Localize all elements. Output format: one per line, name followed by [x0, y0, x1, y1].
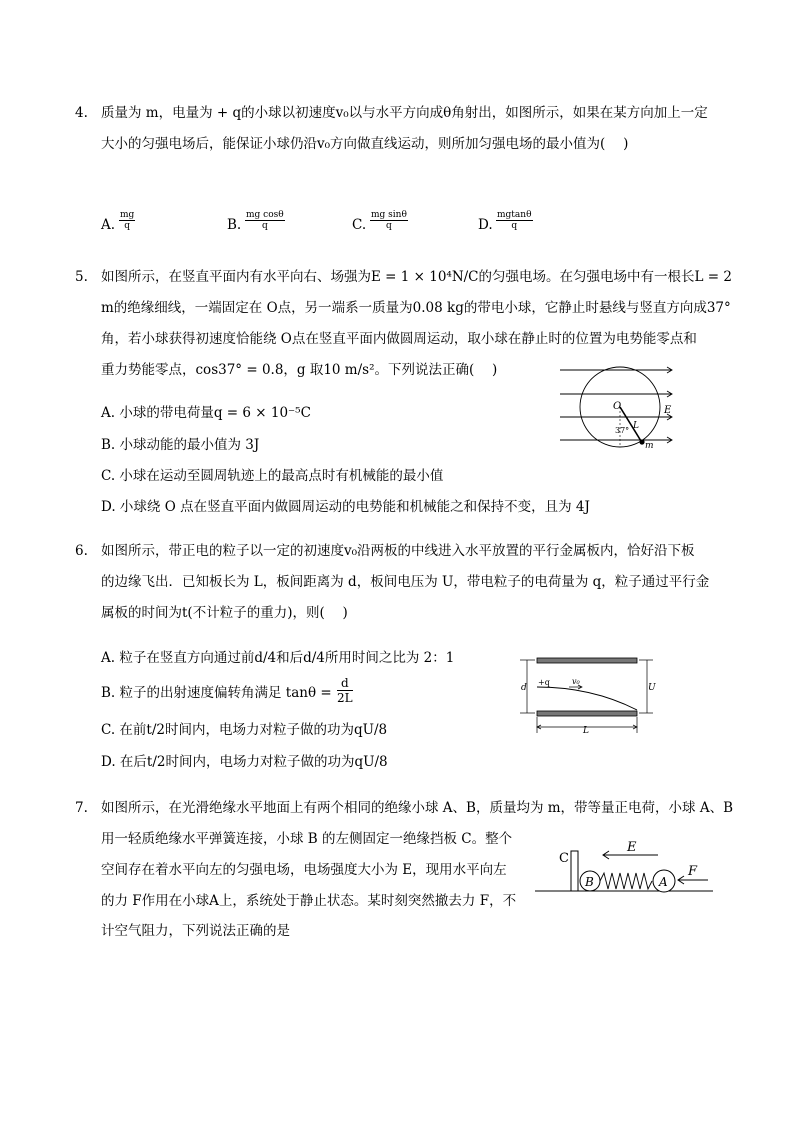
label-a: A: [659, 875, 668, 889]
q4-option-d-label: D.: [478, 217, 493, 233]
q6-option-a: A. 粒子在竖直方向通过前d/4和后d/4所用时间之比为 2：1: [101, 650, 455, 666]
q5-number: 5.: [75, 269, 88, 285]
label-m: m: [645, 441, 654, 451]
q4-option-b-fraction: $\frac{\text{mg cosθ}}{q}$: [246, 210, 284, 231]
label-l: L: [633, 421, 639, 431]
q4-text-line2: 大小的匀强电场后，能保证小球仍沿v₀方向做直线运动，则所加匀强电场的最小值为( ): [101, 136, 629, 152]
q6-text-line2: 的边缘飞出．已知板长为 L，板间距离为 d，板间电压为 U，带电粒子的电荷量为 q，粒子通过平行金: [101, 574, 710, 590]
q6-option-b: B. 粒子的出射速度偏转角满足 tanθ =: [101, 685, 332, 701]
q4-text-line1: 质量为 m，电量为 + q的小球以初速度v₀以与水平方向成θ角射出，如图所示，如果在某方向加上一定: [101, 105, 708, 121]
q5-text-line1: 如图所示，在竖直平面内有水平向右、场强为E = 1 × 10⁴N/C的匀强电场。在匀强电场中有一根长L = 2: [101, 269, 732, 285]
ball: [639, 439, 644, 444]
q5-option-d: D. 小球绕 O 点在竖直平面内做圆周运动的电势能和机械能之和保持不变，且为 4J: [101, 499, 590, 515]
q7-figure: [533, 835, 718, 895]
q5-option-a: A. 小球的带电荷量q = 6 × 10⁻⁵C: [101, 405, 311, 421]
q6-option-c: C. 在前t/2时间内，电场力对粒子做的功为qU/8: [101, 722, 388, 738]
label-u: U: [648, 683, 656, 693]
q4-option-a-label: A.: [101, 217, 116, 233]
lower-plate: [537, 711, 637, 716]
label-f: F: [688, 864, 698, 879]
q4-option-a-fraction: $\frac{mg}{q}$: [120, 210, 135, 231]
label-v0: v₀: [572, 677, 580, 686]
label-q: +q: [538, 678, 550, 687]
q5-text-line2: m的绝缘细线，一端固定在 O点，另一端系一质量为0.08 kg的带电小球，它静止时悬线与竖直方向成37°: [101, 300, 731, 316]
q5-option-c: C. 小球在运动至圆周轨迹上的最高点时有机械能的最小值: [101, 468, 444, 484]
label-angle: 37°: [615, 426, 630, 435]
q7-text-line1: 如图所示，在光滑绝缘水平地面上有两个相同的绝缘小球 A、B，质量均为 m，带等量正电荷，小球 A、B: [101, 800, 734, 816]
label-e: E: [664, 405, 672, 416]
q4-option-c-label: C.: [352, 217, 367, 233]
label-e: E: [627, 840, 637, 855]
q6-text-line3: 属板的时间为t(不计粒子的重力)，则( ): [101, 605, 348, 621]
q6-option-b-fraction: $\frac{d}{2L}$: [337, 676, 353, 705]
q6-figure: [517, 655, 662, 735]
label-c: C: [559, 851, 569, 866]
label-l: L: [583, 726, 589, 736]
q7-text-line5: 计空气阻力，下列说法正确的是: [101, 923, 290, 939]
q6-number: 6.: [75, 543, 88, 559]
q5-text-line4: 重力势能零点，cos37° = 0.8，g 取10 m/s²。下列说法正确( ): [101, 362, 498, 378]
q4-number: 4.: [75, 105, 88, 121]
label-b: B: [585, 875, 594, 889]
barrier-c: [571, 851, 578, 891]
trajectory: [537, 687, 637, 710]
q4-option-b-label: B.: [227, 217, 242, 233]
q7-text-line2: 用一轻质绝缘水平弹簧连接，小球 B 的左侧固定一绝缘挡板 C。整个: [101, 831, 513, 847]
q4-option-c-fraction: $\frac{\text{mg sinθ}}{q}$: [371, 210, 407, 231]
q4-option-d-fraction: $\frac{mgtan\theta}{q}$: [497, 210, 532, 231]
q7-number: 7.: [75, 800, 88, 816]
q5-figure: [560, 362, 685, 462]
upper-plate: [537, 658, 637, 663]
spring: [600, 873, 652, 889]
q5-option-b: B. 小球动能的最小值为 3J: [101, 437, 260, 453]
q7-text-line4: 的力 F作用在小球A上，系统处于静止状态。某时刻突然撤去力 F，不: [101, 893, 517, 909]
label-d: d: [521, 683, 527, 693]
label-o: O: [613, 401, 622, 412]
q5-text-line3: 角，若小球获得初速度恰能绕 O点在竖直平面内做圆周运动，取小球在静止时的位置为电势能零点和: [101, 331, 697, 347]
q6-option-d: D. 在后t/2时间内，电场力对粒子做的功为qU/8: [101, 754, 388, 770]
q7-text-line3: 空间存在着水平向左的匀强电场，电场强度大小为 E，现用水平向左: [101, 862, 507, 878]
q6-text-line1: 如图所示，带正电的粒子以一定的初速度v₀沿两板的中线进入水平放置的平行金属板内，恰好沿下板: [101, 543, 695, 559]
